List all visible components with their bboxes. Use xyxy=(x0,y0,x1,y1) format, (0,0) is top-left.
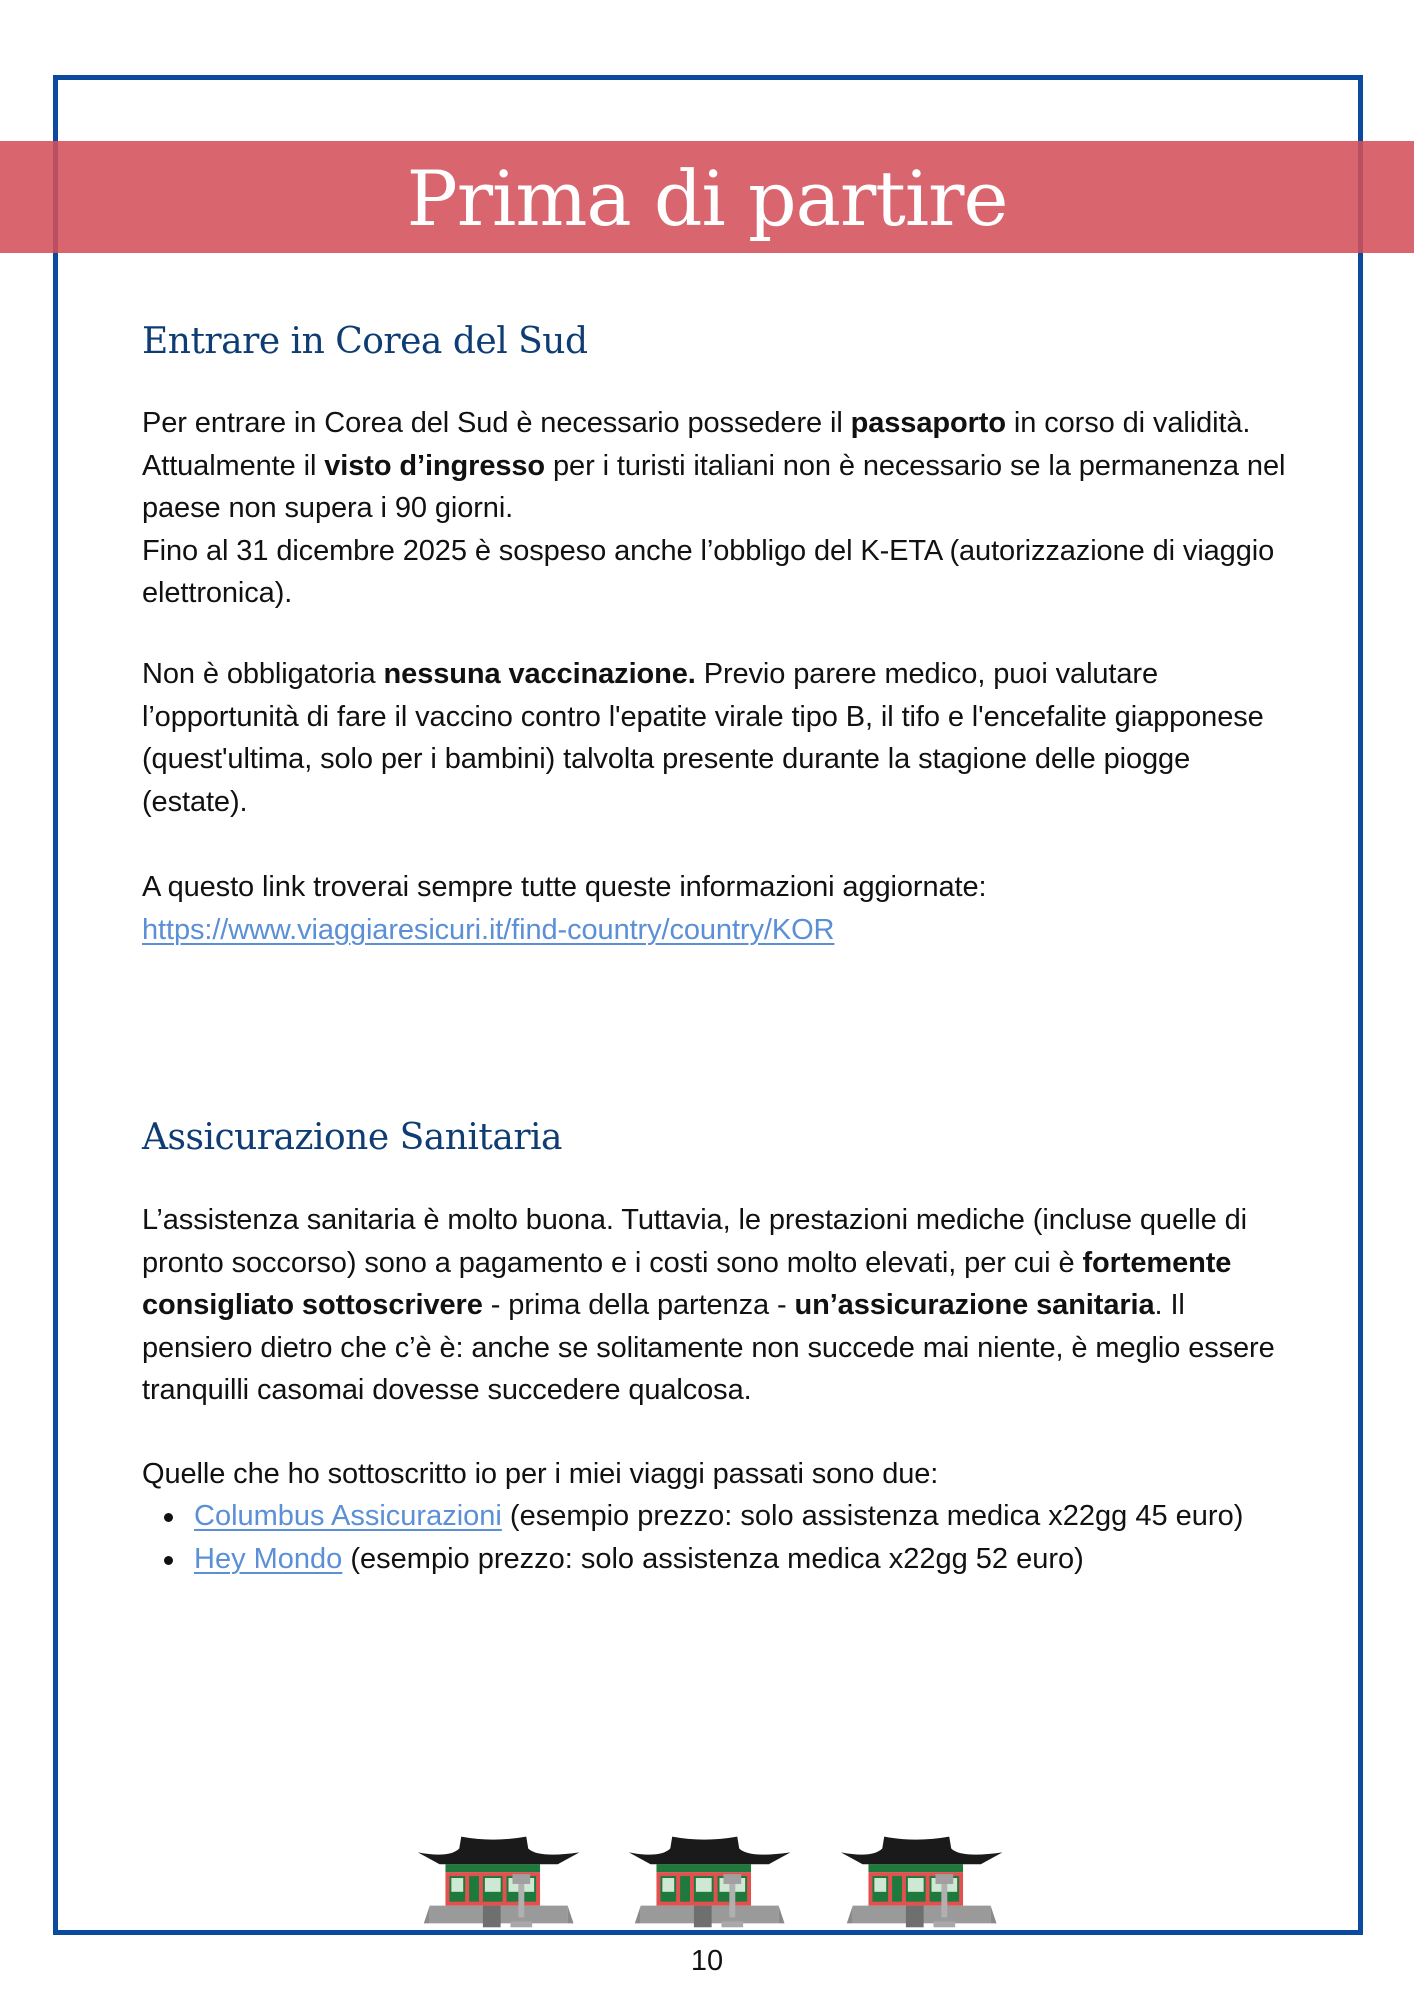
bold-vaccination: nessuna vaccinazione. xyxy=(383,658,696,690)
list-item xyxy=(142,1495,1292,1538)
title-banner xyxy=(0,141,1414,253)
korean-pavilion-icon xyxy=(621,1830,798,1930)
bold-insurance: un’assicurazione sanitaria xyxy=(794,1289,1155,1322)
text: Fino al 31 dicembre 2025 è sospeso anche l’obbligo del K-ETA (autorizzazione di viaggio elettronica). xyxy=(142,534,1275,610)
text: in corso di validità. Attualmente il xyxy=(142,407,1251,482)
paragraph-vaccinations xyxy=(142,653,1292,823)
list-item xyxy=(142,1538,1292,1581)
bold-passport: passaporto xyxy=(850,407,1006,439)
footer-illustrations xyxy=(410,1830,1010,1930)
paragraph-info-link xyxy=(142,866,986,951)
paragraph-insurance-intro: Quelle che ho sottoscritto io per i miei viaggi passati sono due: xyxy=(142,1458,939,1490)
text: (esempio prezzo: solo assistenza medica x22gg 45 euro) xyxy=(501,1500,1244,1532)
bold-visa: visto d’ingresso xyxy=(324,449,546,482)
korean-pavilion-icon xyxy=(833,1830,1010,1930)
korean-pavilion-icon xyxy=(410,1830,587,1930)
text: Per entrare in Corea del Sud è necessario possedere il xyxy=(142,407,851,439)
columbus-link[interactable]: Columbus Assicurazioni xyxy=(194,1500,502,1532)
page-number: 10 xyxy=(690,1945,724,1977)
section-title-entry: Entrare in Corea del Sud xyxy=(142,321,588,362)
paragraph-insurance xyxy=(142,1199,1292,1412)
bold-recommendation: fortemente consigliato sottoscrivere xyxy=(142,1246,1232,1322)
viaggiaresicuri-link[interactable]: https://www.viaggiaresicuri.it/find-country/country/KOR xyxy=(142,913,835,946)
text: - prima della partenza - xyxy=(482,1289,795,1322)
text: A questo link troverai sempre tutte queste informazioni aggiornate: xyxy=(142,871,987,903)
text: per i turisti italiani non è necessario se la permanenza nel paese non supera i 90 giorni. xyxy=(142,449,1286,525)
section-title-insurance: Assicurazione Sanitaria xyxy=(142,1117,563,1158)
insurance-list xyxy=(142,1495,1292,1580)
text: Previo parere medico, puoi valutare l’opportunità di fare il vaccino contro l'epatite virale tipo B, il tifo e l'encefalite giapponese (quest'ultima, solo per i bambini) talvolta presente durante la stagione delle piogge (estate). xyxy=(142,658,1264,818)
heymondo-link[interactable]: Hey Mondo xyxy=(194,1542,343,1575)
page-title: Prima di partire xyxy=(406,154,1008,243)
text: L’assistenza sanitaria è molto buona. Tuttavia, le prestazioni mediche (incluse quelle di pronto soccorso) sono a pagamento e i costi sono molto elevati, per cui è xyxy=(142,1204,1248,1279)
text: (esempio prezzo: solo assistenza medica x22gg 52 euro) xyxy=(342,1542,1084,1575)
text: Non è obbligatoria xyxy=(142,658,384,690)
paragraph-entry-requirements xyxy=(142,402,1292,615)
text: . Il pensiero dietro che c’è è: anche se solitamente non succede mai niente, è meglio essere tranquilli casomai dovesse succedere qualcosa. xyxy=(142,1289,1275,1407)
